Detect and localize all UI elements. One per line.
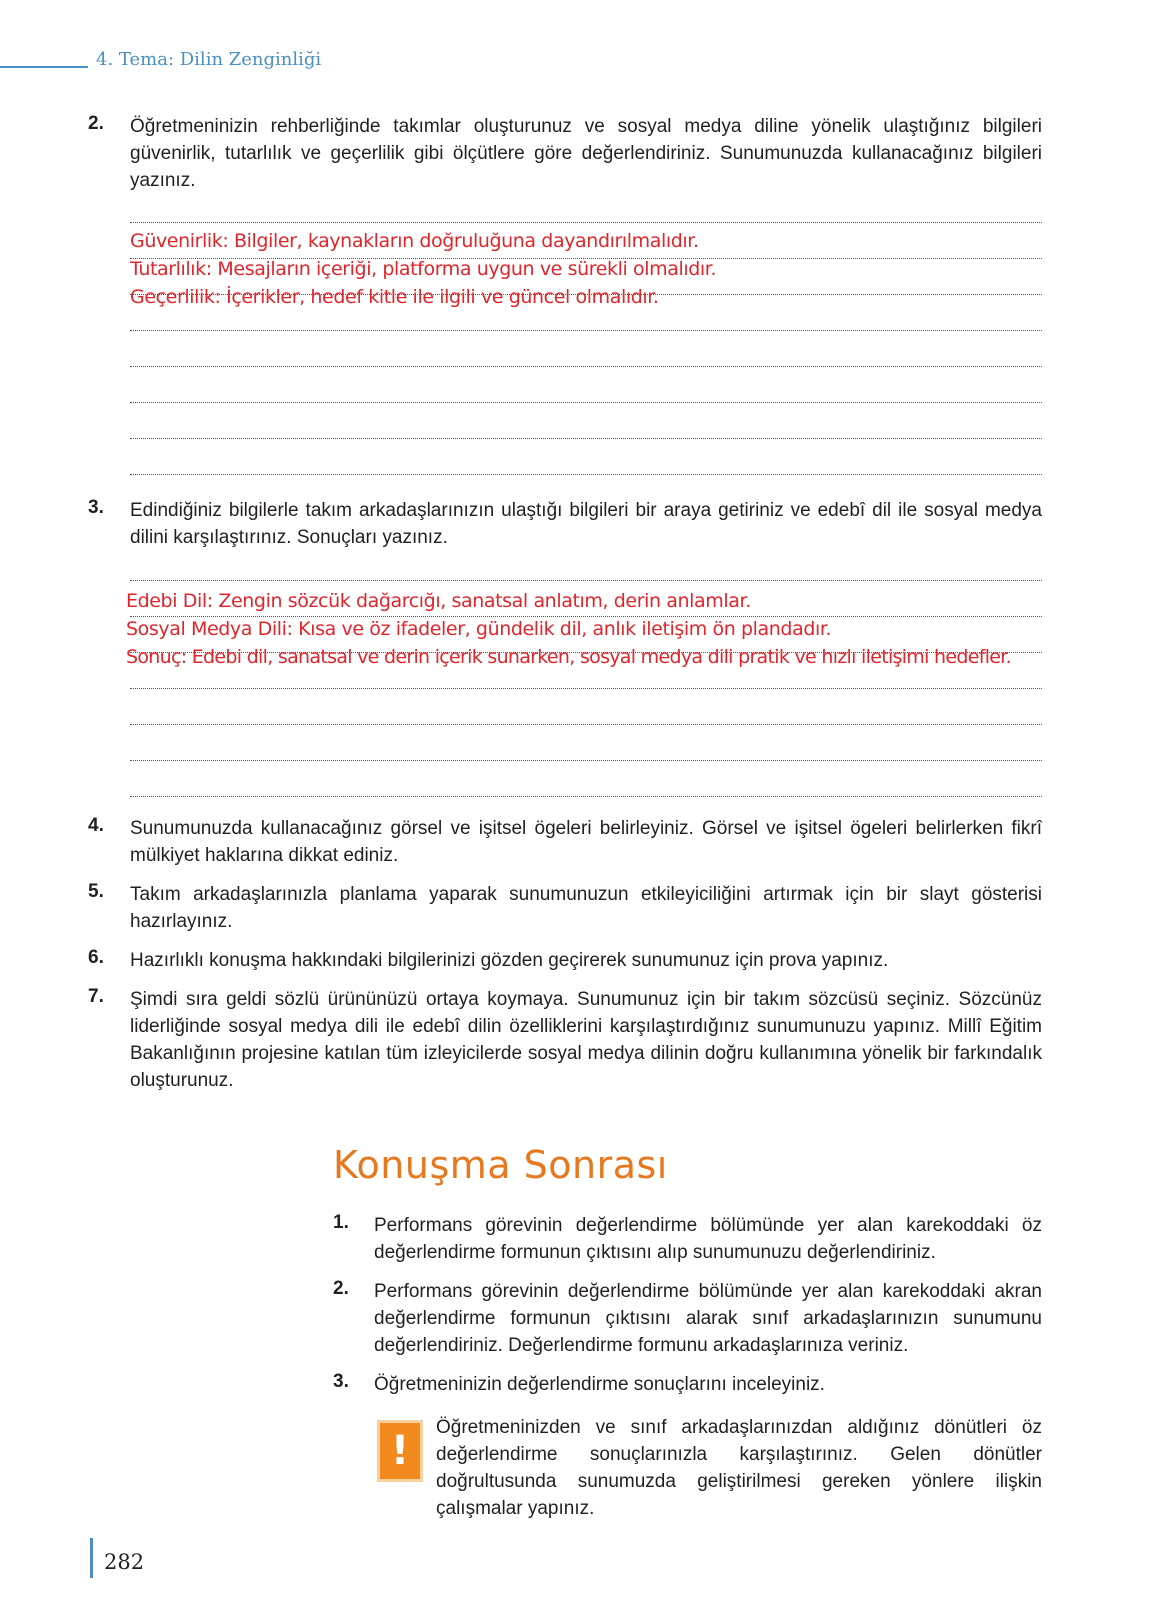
question-number: 7. bbox=[88, 986, 104, 1007]
answer-line bbox=[130, 760, 1042, 761]
answer-line bbox=[130, 330, 1042, 331]
question-text: Hazırlıklı konuşma hakkındaki bilgilerinizi gözden geçirerek sunumunuz için prova yapınız. bbox=[130, 950, 889, 971]
question-number: 6. bbox=[88, 947, 104, 968]
handwritten-answer: Sonuç: Edebi dil, sanatsal ve derin içerik sunarken, sosyal medya dili pratik ve hızlı iletişimi hedefler. bbox=[126, 646, 1011, 668]
question-text: Edindiğiniz bilgilerle takım arkadaşlarınızın ulaştığı bilgileri bir araya getiriniz ve edebî dil ile sosyal medya dilini karşılaştırınız. Sonuçları yazınız. bbox=[130, 500, 1042, 548]
answer-line bbox=[130, 366, 1042, 367]
question-number: 3. bbox=[88, 497, 104, 518]
question-number: 4. bbox=[88, 815, 104, 836]
section-item-number: 1. bbox=[333, 1212, 349, 1233]
question-text: Öğretmeninizin rehberliğinde takımlar oluşturunuz ve sosyal medya diline yönelik ulaştığınız bilgileri güvenirlik, tutarlılık ve geçerlilik gibi ölçütlere göre değerlendiriniz. Sunumunuzda kullanacağınız bilgileri yazınız. bbox=[130, 116, 1042, 191]
page-number-bar bbox=[90, 1538, 93, 1578]
answer-line bbox=[130, 616, 1042, 617]
handwritten-answer: Sosyal Medya Dili: Kısa ve öz ifadeler, gündelik dil, anlık iletişim ön plandadır. bbox=[126, 618, 832, 640]
warning-icon: ! bbox=[377, 1420, 423, 1482]
handwritten-answer: Güvenirlik: Bilgiler, kaynakların doğruluğuna dayandırılmalıdır. bbox=[130, 230, 699, 252]
answer-line bbox=[130, 688, 1042, 689]
question-number: 2. bbox=[88, 113, 104, 134]
answer-line bbox=[130, 474, 1042, 475]
section-item-number: 2. bbox=[333, 1278, 349, 1299]
section-item-text: Performans görevinin değerlendirme bölümünde yer alan karekoddaki öz değerlendirme formunun çıktısını alıp sunumunuzu değerlendiriniz. bbox=[374, 1215, 1042, 1263]
handwritten-answer: Tutarlılık: Mesajların içeriği, platforma uygun ve sürekli olmalıdır. bbox=[130, 258, 717, 280]
section-title: Konuşma Sonrası bbox=[333, 1143, 668, 1187]
section-item-text: Öğretmeninizin değerlendirme sonuçlarını inceleyiniz. bbox=[374, 1374, 825, 1395]
answer-line bbox=[130, 222, 1042, 223]
answer-line bbox=[130, 438, 1042, 439]
handwritten-answer: Geçerlilik: İçerikler, hedef kitle ile ilgili ve güncel olmalıdır. bbox=[130, 286, 659, 308]
handwritten-answer: Edebi Dil: Zengin sözcük dağarcığı, sanatsal anlatım, derin anlamlar. bbox=[126, 590, 751, 612]
question-text: Şimdi sıra geldi sözlü ürününüzü ortaya koymaya. Sunumunuz için bir takım sözcüsü seçiniz. Sözcünüz liderliğinde sosyal medya dili ile edebî dilin özelliklerini karşılaştırdığınız sunumunuzu yapınız. Millî Eğitim Bakanlığının projesine katılan tüm izleyicilerde sosyal medya dilinin doğru kullanımına yönelik bir farkındalık oluşturunuz. bbox=[130, 989, 1042, 1091]
question-text: Sunumunuzda kullanacağınız görsel ve işitsel ögeleri belirleyiniz. Görsel ve işitsel ögeleri belirlerken fikrî mülkiyet haklarına dikkat ediniz. bbox=[130, 818, 1042, 866]
page-number: 282 bbox=[104, 1550, 145, 1574]
header-title: 4. Tema: Dilin Zenginliği bbox=[96, 49, 322, 70]
question-number: 5. bbox=[88, 881, 104, 902]
answer-line bbox=[130, 580, 1042, 581]
answer-line bbox=[130, 402, 1042, 403]
warning-text: Öğretmeninizden ve sınıf arkadaşlarınızdan aldığınız dönütleri öz değerlendirme sonuçlarınızla karşılaştırınız. Gelen dönütler doğrultusunda sunumuzda geliştirilmesi gereken yönlere ilişkin çalışmalar yapınız. bbox=[436, 1417, 1042, 1519]
header-rule bbox=[0, 66, 88, 68]
section-item-text: Performans görevinin değerlendirme bölümünde yer alan karekoddaki akran değerlendirme formunun çıktısını alarak sınıf arkadaşlarınızın sunumunu değerlendiriniz. Değerlendirme formunu arkadaşlarınıza veriniz. bbox=[374, 1281, 1042, 1356]
question-text: Takım arkadaşlarınızla planlama yaparak sunumunuzun etkileyiciliğini artırmak için bir slayt gösterisi hazırlayınız. bbox=[130, 884, 1042, 932]
answer-line bbox=[130, 724, 1042, 725]
answer-line bbox=[130, 796, 1042, 797]
section-item-number: 3. bbox=[333, 1371, 349, 1392]
